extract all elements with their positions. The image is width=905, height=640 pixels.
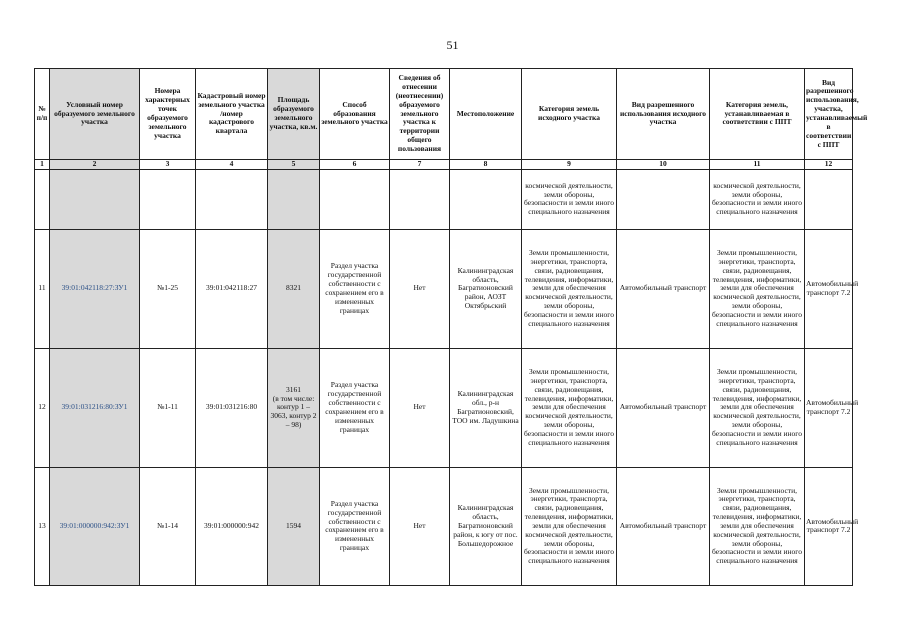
cadastral-cell: 39:01:031216:80 — [196, 348, 268, 467]
category-ppt-cell: Земли промышленности, энергетики, транспорта, связи, радиовещания, телевидения, информатики, земли для обеспечения космической деятельности, земли обороны, безопасности и земли иного специального назначения — [710, 229, 805, 348]
header-cell: Категория земель, устанавливаемая в соответствии с ППТ — [710, 69, 805, 160]
header-cell: Способ образования земельного участка — [320, 69, 390, 160]
header-cell: Кадастровый номер земельного участка /номер кадастрового квартала — [196, 69, 268, 160]
use-source-cell: Автомобильный транспорт — [617, 467, 710, 585]
category-source-cell: космической деятельности, земли обороны, безопасности и земли иного специального назначения — [522, 169, 617, 229]
area-value: 3161 — [286, 384, 301, 394]
cadastral-cell: 39:01:000000:942 — [196, 467, 268, 585]
empty-cell — [50, 169, 140, 229]
header-cell: № п/п — [35, 69, 50, 160]
area-note: (в том числе: контур 1 – 3063, контур 2 – 98) — [270, 393, 317, 430]
empty-cell — [450, 169, 522, 229]
header-row — [35, 69, 853, 160]
row-number: 11 — [35, 229, 50, 348]
use-ppt-cell: Автомобильный транспорт 7.2 — [805, 229, 853, 348]
empty-cell — [805, 169, 853, 229]
header-cell: Вид разрешенного использования, участка, устанавливаемый в соответствии с ППТ — [805, 69, 853, 160]
header-cell: Площадь образуемого земельного участка, кв.м. — [268, 69, 320, 160]
table-row — [35, 229, 853, 348]
points-cell: №1-25 — [140, 229, 196, 348]
column-number-row — [35, 160, 853, 170]
empty-cell — [268, 169, 320, 229]
points-cell: №1-14 — [140, 467, 196, 585]
column-number: 3 — [140, 160, 196, 170]
conditional-number-link[interactable]: 39:01:042118:27:ЗУ1 — [50, 229, 140, 348]
row-number: 12 — [35, 348, 50, 467]
table-row — [35, 348, 853, 467]
row-number: 13 — [35, 467, 50, 585]
header-cell: Сведения об отнесении (неотнесении) образуемого земельного участка к территории общего пользования — [390, 69, 450, 160]
use-ppt-cell: Автомобильный транспорт 7.2 — [805, 467, 853, 585]
use-source-cell: Автомобильный транспорт — [617, 229, 710, 348]
empty-cell — [35, 169, 50, 229]
category-source-cell: Земли промышленности, энергетики, транспорта, связи, радиовещания, телевидения, информатики, земли для обеспечения космической деятельности, земли обороны, безопасности и земли иного специального назначения — [522, 467, 617, 585]
column-number: 7 — [390, 160, 450, 170]
header-cell: Категория земель исходного участка — [522, 69, 617, 160]
column-number: 9 — [522, 160, 617, 170]
column-number: 11 — [710, 160, 805, 170]
category-ppt-cell: космической деятельности, земли обороны, безопасности и земли иного специального назначения — [710, 169, 805, 229]
area-cell: 1594 — [268, 467, 320, 585]
column-number: 12 — [805, 160, 853, 170]
column-number: 2 — [50, 160, 140, 170]
method-cell: Раздел участка государственной собственности с сохранением его в измененных границах — [320, 229, 390, 348]
column-number: 8 — [450, 160, 522, 170]
use-ppt-cell: Автомобильный транспорт 7.2 — [805, 348, 853, 467]
category-ppt-cell: Земли промышленности, энергетики, транспорта, связи, радиовещания, телевидения, информатики, земли для обеспечения космической деятельности, земли обороны, безопасности и земли иного специального назначения — [710, 348, 805, 467]
public-use-cell: Нет — [390, 229, 450, 348]
method-cell: Раздел участка государственной собственности с сохранением его в измененных границах — [320, 348, 390, 467]
column-number: 1 — [35, 160, 50, 170]
method-cell: Раздел участка государственной собственности с сохранением его в измененных границах — [320, 467, 390, 585]
public-use-cell: Нет — [390, 467, 450, 585]
use-source-cell: Автомобильный транспорт — [617, 348, 710, 467]
area-cell: 8321 — [268, 229, 320, 348]
table-row — [35, 467, 853, 585]
header-cell: Условный номер образуемого земельного участка — [50, 69, 140, 160]
cadastral-cell: 39:01:042118:27 — [196, 229, 268, 348]
land-plots-table — [34, 68, 868, 586]
column-number: 6 — [320, 160, 390, 170]
category-ppt-cell: Земли промышленности, энергетики, транспорта, связи, радиовещания, телевидения, информатики, земли для обеспечения космической деятельности, земли обороны, безопасности и земли иного специального назначения — [710, 467, 805, 585]
header-cell: Вид разрешенного использования исходного участка — [617, 69, 710, 160]
location-cell: Калининградская область, Багратионовский район, к югу от пос. Большедорожное — [450, 467, 522, 585]
column-number: 10 — [617, 160, 710, 170]
category-source-cell: Земли промышленности, энергетики, транспорта, связи, радиовещания, телевидения, информатики, земли для обеспечения космической деятельности, земли обороны, безопасности и земли иного специального назначения — [522, 229, 617, 348]
header-cell: Местоположение — [450, 69, 522, 160]
continuation-row — [35, 169, 853, 229]
empty-cell — [196, 169, 268, 229]
location-cell: Калининградская обл., р-н Багратионовский, ТОО им. Ладушкина — [450, 348, 522, 467]
empty-cell — [390, 169, 450, 229]
empty-cell — [320, 169, 390, 229]
header-cell: Номера характерных точек образуемого земельного участка — [140, 69, 196, 160]
conditional-number-link[interactable]: 39:01:031216:80:ЗУ1 — [50, 348, 140, 467]
area-cell — [268, 348, 320, 467]
empty-cell — [617, 169, 710, 229]
page-number: 51 — [446, 38, 459, 52]
column-number: 4 — [196, 160, 268, 170]
empty-cell — [140, 169, 196, 229]
points-cell: №1-11 — [140, 348, 196, 467]
public-use-cell: Нет — [390, 348, 450, 467]
column-number: 5 — [268, 160, 320, 170]
location-cell: Калининградская область, Багратионовский район, АОЗТ Октябрьский — [450, 229, 522, 348]
category-source-cell: Земли промышленности, энергетики, транспорта, связи, радиовещания, телевидения, информатики, земли для обеспечения космической деятельности, земли обороны, безопасности и земли иного специального назначения — [522, 348, 617, 467]
conditional-number-link[interactable]: 39:01:000000:942:ЗУ1 — [50, 467, 140, 585]
